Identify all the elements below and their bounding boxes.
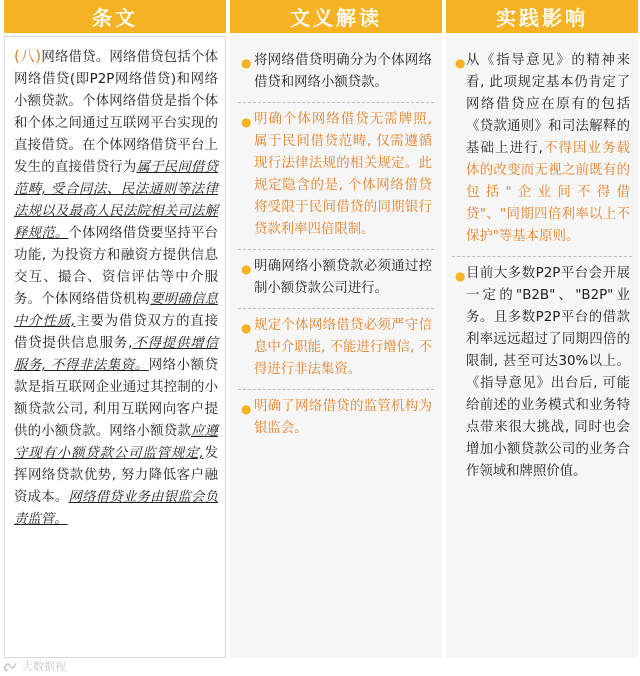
clause-underline-segment: 应遵守现有小额贷款公司监管规定, [14, 424, 219, 461]
clause-segment: 个体网络借贷要坚持平台功能, 为投资方和融资方提供信息交互、撮合、资信评估等中介服务。个体网络借贷机构 [14, 226, 219, 307]
interpretation-column [230, 36, 442, 658]
bullet-icon: ● [241, 402, 252, 416]
practice-text-highlight: 不得因业务载体的改变而无视之前既有的包括"企业间不得借贷"、"同期四倍利率以上不保护"等基本原则。 [466, 141, 631, 244]
interpretation-item [238, 390, 434, 448]
practice-text: 从《指导意见》的精神来看, 此项规定基本仍肯定了网络借贷应在原有的包括《贷款通则》和司法解释的基础上进行, [466, 53, 630, 156]
interpretation-text: 明确了网络借贷的监管机构为银监会。 [254, 399, 432, 436]
bullet-icon: ● [241, 262, 252, 276]
practice-item [452, 44, 632, 257]
bullet-icon: ● [455, 269, 466, 283]
bullet-icon: ● [241, 321, 252, 335]
interpretation-item [238, 103, 434, 250]
clause-underline-segment: 要明确信息中介性质, [14, 292, 219, 329]
interpretation-text: 将网络借贷明确分为个体网络借贷和网络小额贷款。 [254, 53, 432, 90]
practice-list [452, 44, 632, 491]
practice-item [452, 257, 632, 491]
interpretation-item [238, 309, 434, 390]
bullet-icon: ● [241, 56, 252, 70]
header-clause: 条文 [4, 0, 226, 33]
bullet-icon: ● [455, 56, 466, 70]
clause-segment: 网络小额贷款是指互联网企业通过其控制的小额贷款公司, 利用互联网向客户提供的小额贷款。网络小额贷款 [14, 358, 219, 439]
watermark-logo-icon [2, 659, 18, 673]
clause-text [14, 45, 218, 531]
clause-column [4, 36, 226, 658]
interpretation-item [238, 250, 434, 309]
watermark-text: 大数据视 [22, 660, 66, 673]
clause-number: (八) [14, 47, 42, 65]
interpretation-text: 规定个体网络借贷必须严守信息中介职能, 不能进行增信, 不得进行非法集资。 [254, 318, 432, 377]
interpretation-text: 明确个体网络借贷无需牌照, 属于民间借贷范畴, 仅需遵循现行法律法规的相关规定。此规定隐含的是, 个体网络借贷将受限于民间借贷的同期银行贷款利率四倍限制。 [254, 112, 432, 237]
clause-underline-segment: 不得提供增信服务, 不得非法集资。 [14, 336, 218, 373]
interpretation-item [238, 44, 434, 103]
clause-underline-segment: 网络借贷业务由银监会负责监管。 [14, 490, 219, 527]
interpretation-list [238, 44, 434, 448]
header-practice: 实践影响 [446, 0, 638, 33]
clause-segment: 发挥网络贷款优势, 努力降低客户融资成本。 [14, 446, 219, 505]
practice-column [446, 36, 638, 658]
clause-underline-segment: 属于民间借贷范畴, 受合同法、民法通则等法律法规以及最高人民法院相关司法解释规范。 [14, 160, 219, 241]
header-interpretation: 文义解读 [230, 0, 442, 33]
bullet-icon: ● [241, 115, 252, 129]
clause-segment: 网络借贷。网络借贷包括个体网络借贷(即P2P网络借贷)和网络小额贷款。个体网络借贷是指个体和个体之间通过互联网平台实现的直接借贷。在个体网络借贷平台上发生的直接借贷行为 [14, 50, 218, 175]
practice-text: 目前大多数P2P平台会开展一定的"B2B"、"B2P"业务。且多数P2P平台的借款利率远远超过了同期四倍的限制, 甚至可达30%以上。《指导意见》出台后, 可能给前述的业务模式和业务特点带来很大挑战, 同时也会增加小额贷款公司的业务合作领域和牌照价值。 [466, 266, 630, 479]
clause-segment: 主要为借贷双方的直接借贷提供信息服务, [14, 314, 218, 351]
watermark [2, 656, 66, 676]
interpretation-text: 明确网络小额贷款必须通过控制小额贷款公司进行。 [254, 259, 432, 296]
